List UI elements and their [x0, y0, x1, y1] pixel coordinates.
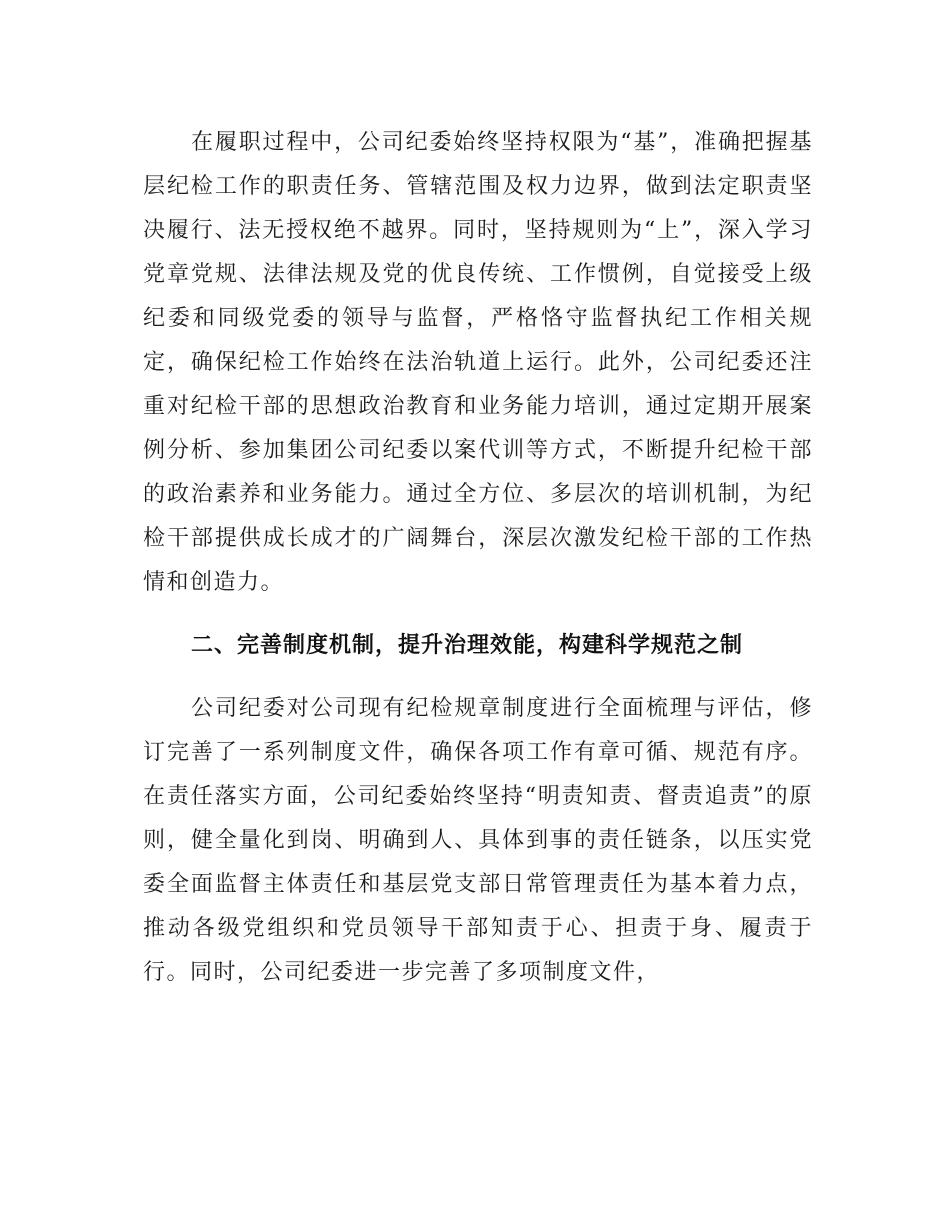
document-body — [143, 121, 813, 995]
body-paragraph-2: 公司纪委对公司现有纪检规章制度进行全面梳理与评估，修订完善了一系列制度文件，确保各项工作有章可循、规范有序。在责任落实方面，公司纪委始终坚持“明责知责、督责追责”的原则，健全量化到岗、明确到人、具体到事的责任链条，以压实党委全面监督主体责任和基层党支部日常管理责任为基本着力点，推动各级党组织和党员领导干部知责于心、担责于身、履责于行。同时，公司纪委进一步完善了多项制度文件， — [143, 696, 813, 985]
section-heading: 二、完善制度机制，提升治理效能，构建科学规范之制 — [191, 633, 744, 658]
body-paragraph-1: 在履职过程中，公司纪委始终坚持权限为“基”，准确把握基层纪检工作的职责任务、管辖范围及权力边界，做到法定职责坚决履行、法无授权绝不越界。同时，坚持规则为“上”，深入学习党章党规、法律法规及党的优良传统、工作惯例，自觉接受上级纪委和同级党委的领导与监督，严格恪守监督执纪工作相关规定，确保纪检工作始终在法治轨道上运行。此外，公司纪委还注重对纪检干部的思想政治教育和业务能力培训，通过定期开展案例分析、参加集团公司纪委以案代训等方式，不断提升纪检干部的政治素养和业务能力。通过全方位、多层次的培训机制，为纪检干部提供成长成才的广阔舞台，深层次激发纪检干部的工作热情和创造力。 — [143, 130, 813, 595]
